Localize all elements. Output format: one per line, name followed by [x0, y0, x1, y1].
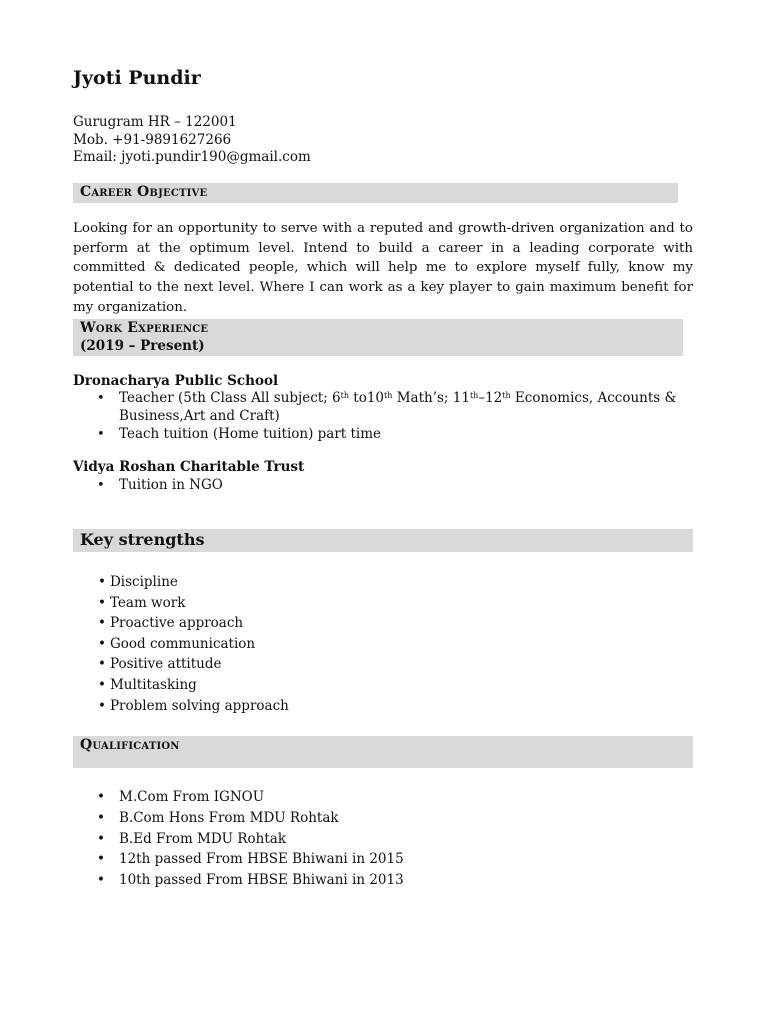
dronacharya-duties-list [73, 390, 693, 444]
list-item: • Tuition in NGO [73, 477, 693, 495]
career-objective-heading: Career Objective [80, 184, 208, 200]
address: Gurugram HR – 122001 [73, 114, 237, 130]
vidya-roshan-duties-list [73, 477, 693, 495]
list-item: • Teach tuition (Home tuition) part time [73, 426, 693, 444]
qualification-heading: Qualification [80, 737, 180, 753]
email: Email: jyoti.pundir190@gmail.com [73, 149, 311, 165]
qualification-band [73, 736, 693, 768]
mobile-number: Mob. +91-9891627266 [73, 131, 232, 148]
work-experience-period: (2019 – Present) [80, 338, 205, 354]
work-experience-band [73, 319, 683, 356]
key-strengths-heading: Key strengths [80, 530, 205, 549]
list-item: • 12th passed From HBSE Bhiwani in 2015 [73, 849, 404, 870]
list-item: • B.Ed From MDU Rohtak [73, 829, 404, 850]
career-objective-band [73, 183, 678, 203]
list-item: • Team work [98, 593, 289, 614]
qualification-list [73, 787, 404, 891]
org-name-vidya-roshan: Vidya Roshan Charitable Trust [73, 459, 305, 475]
key-strengths-list [98, 572, 289, 716]
list-item: • Multitasking [98, 675, 289, 696]
list-item: • Problem solving approach [98, 696, 289, 717]
list-item: • Proactive approach [98, 613, 289, 634]
list-item: • Teacher (5th Class All subject; 6th to10th Math’s; 11th–12th Economics, Accounts & Business,Art and Craft) [73, 390, 693, 425]
list-item: • 10th passed From HBSE Bhiwani in 2013 [73, 870, 404, 891]
org-name-dronacharya: Dronacharya Public School [73, 373, 279, 389]
key-strengths-band [73, 529, 693, 552]
list-item: • Discipline [98, 572, 289, 593]
list-item: • Positive attitude [98, 654, 289, 675]
work-experience-heading: Work Experience [80, 320, 209, 336]
list-item: • M.Com From IGNOU [73, 787, 404, 808]
contact-block [73, 114, 311, 167]
candidate-name: Jyoti Pundir [73, 67, 201, 89]
career-objective-text: Looking for an opportunity to serve with a reputed and growth-driven organization and to perform at the optimum level. Intend to build a career in a leading corporate with committed & dedicated people, which will help me to explore myself fully, know my potential to the next level. Where I can work as a key player to gain maximum benefit for my organization. [73, 221, 693, 315]
list-item: • B.Com Hons From MDU Rohtak [73, 808, 404, 829]
list-item: • Good communication [98, 634, 289, 655]
